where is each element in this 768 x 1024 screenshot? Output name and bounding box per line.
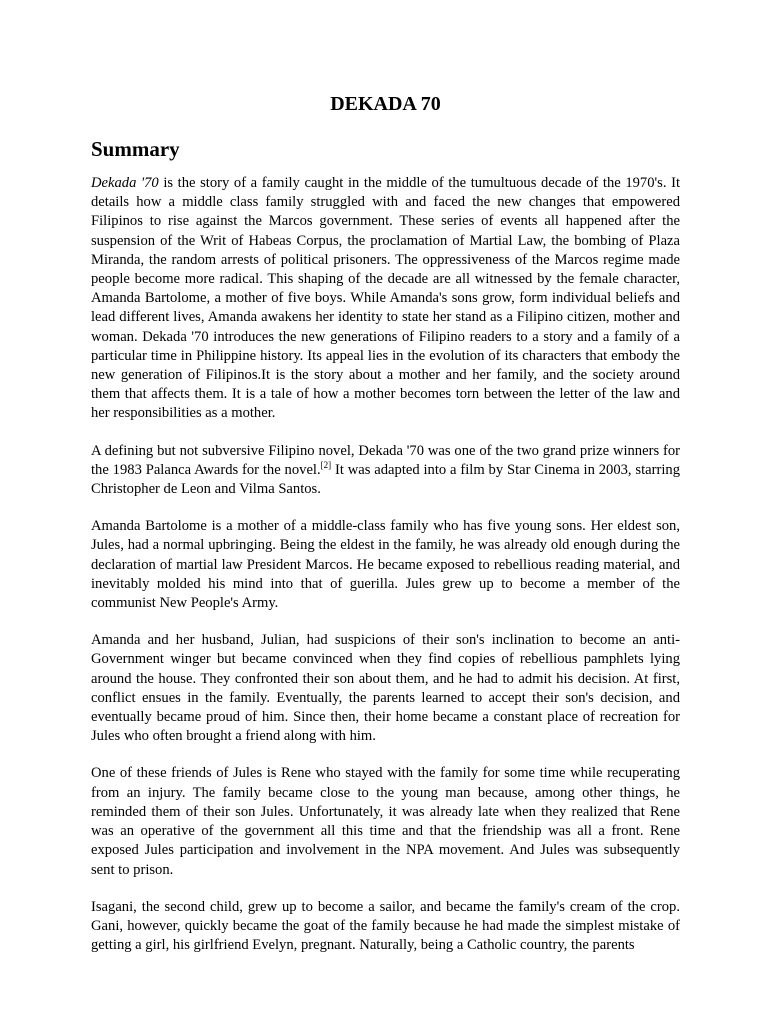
paragraph-isagani: Isagani, the second child, grew up to become a sailor, and became the family's cream of the crop. Gani, however, quickly became the goat of the family because he had made the simplest mistake of getting a girl, his girlfriend Evelyn, pregnant. Naturally, being a Catholic country, the parents <box>91 898 680 954</box>
paragraph-awards <box>91 442 680 500</box>
paragraph-awards-text-before: A defining but not subversive Filipino novel, Dekada '70 was one of the two grand prize winners for the 1983 Palanca Awards for the novel. <box>91 442 680 478</box>
paragraph-awards-text-after: It was adapted into a film by Star Cinema in 2003, starring Christopher de Leon and Vilma Santos. <box>91 461 680 498</box>
section-heading-summary: Summary <box>91 137 180 161</box>
paragraph-jules: Amanda Bartolome is a mother of a middle-class family who has five young sons. Her eldest son, Jules, had a normal upbringing. Being the eldest in the family, he was already old enough during the declaration of martial law President Marcos. He became exposed to rebellious reading material, and inevitably molded his mind into that of guerilla. Jules grew up to become a member of the communist New People's Army. <box>91 518 680 612</box>
novel-title-italic: Dekada '70 <box>91 175 159 191</box>
paragraph-intro-text: is the story of a family caught in the middle of the tumultuous decade of the 1970's. It details how a middle class family struggled with and faced the new changes that empowered Filipinos to rise against the Marcos government. These series of events all happened after the suspension of the Writ of Habeas Corpus, the proclamation of Martial Law, the bombing of Plaza Miranda, the random arrests of political prisoners. The oppressiveness of the Marcos regime made people become more radical. This shaping of the decade are all witnessed by the female character, Amanda Bartolome, a mother of five boys. While Amanda's sons grow, form individual beliefs and lead different lives, Amanda awakens her identity to state her stand as a Filipino citizen, mother and woman. Dekada '70 introduces the new generations of Filipino readers to a story and a family of a particular time in Philippine history. Its appeal lies in the evolution of its characters that embody the new generation of Filipinos.It is the story about a mother and her family, and the society around them that affects them. It is a tale of how a mother becomes torn between the letter of the law and her responsibilities as a mother. <box>91 175 680 422</box>
citation-link[interactable]: [2] <box>320 459 332 470</box>
paragraph-intro <box>91 174 680 424</box>
paragraph-parents: Amanda and her husband, Julian, had suspicions of their son's inclination to become an anti-Government winger but became convinced when they find copies of rebellious pamphlets lying around the house. They confronted their son about them, and he had to admit his decision. At first, conflict ensues in the family. Eventually, the parents learned to accept their son's decision, and eventually became proud of him. Since then, their home became a constant place of recreation for Jules who often brought a friend along with him. <box>91 632 680 745</box>
paragraph-rene: One of these friends of Jules is Rene who stayed with the family for some time while recuperating from an injury. The family became close to the young man because, among other things, he reminded them of their son Jules. Unfortunately, it was already late when they realized that Rene was an operative of the government all this time and that the friendship was all a front. Rene exposed Jules participation and involvement in the NPA movement. And Jules was subsequently sent to prison. <box>91 765 680 878</box>
document-title: DEKADA 70 <box>330 93 441 115</box>
